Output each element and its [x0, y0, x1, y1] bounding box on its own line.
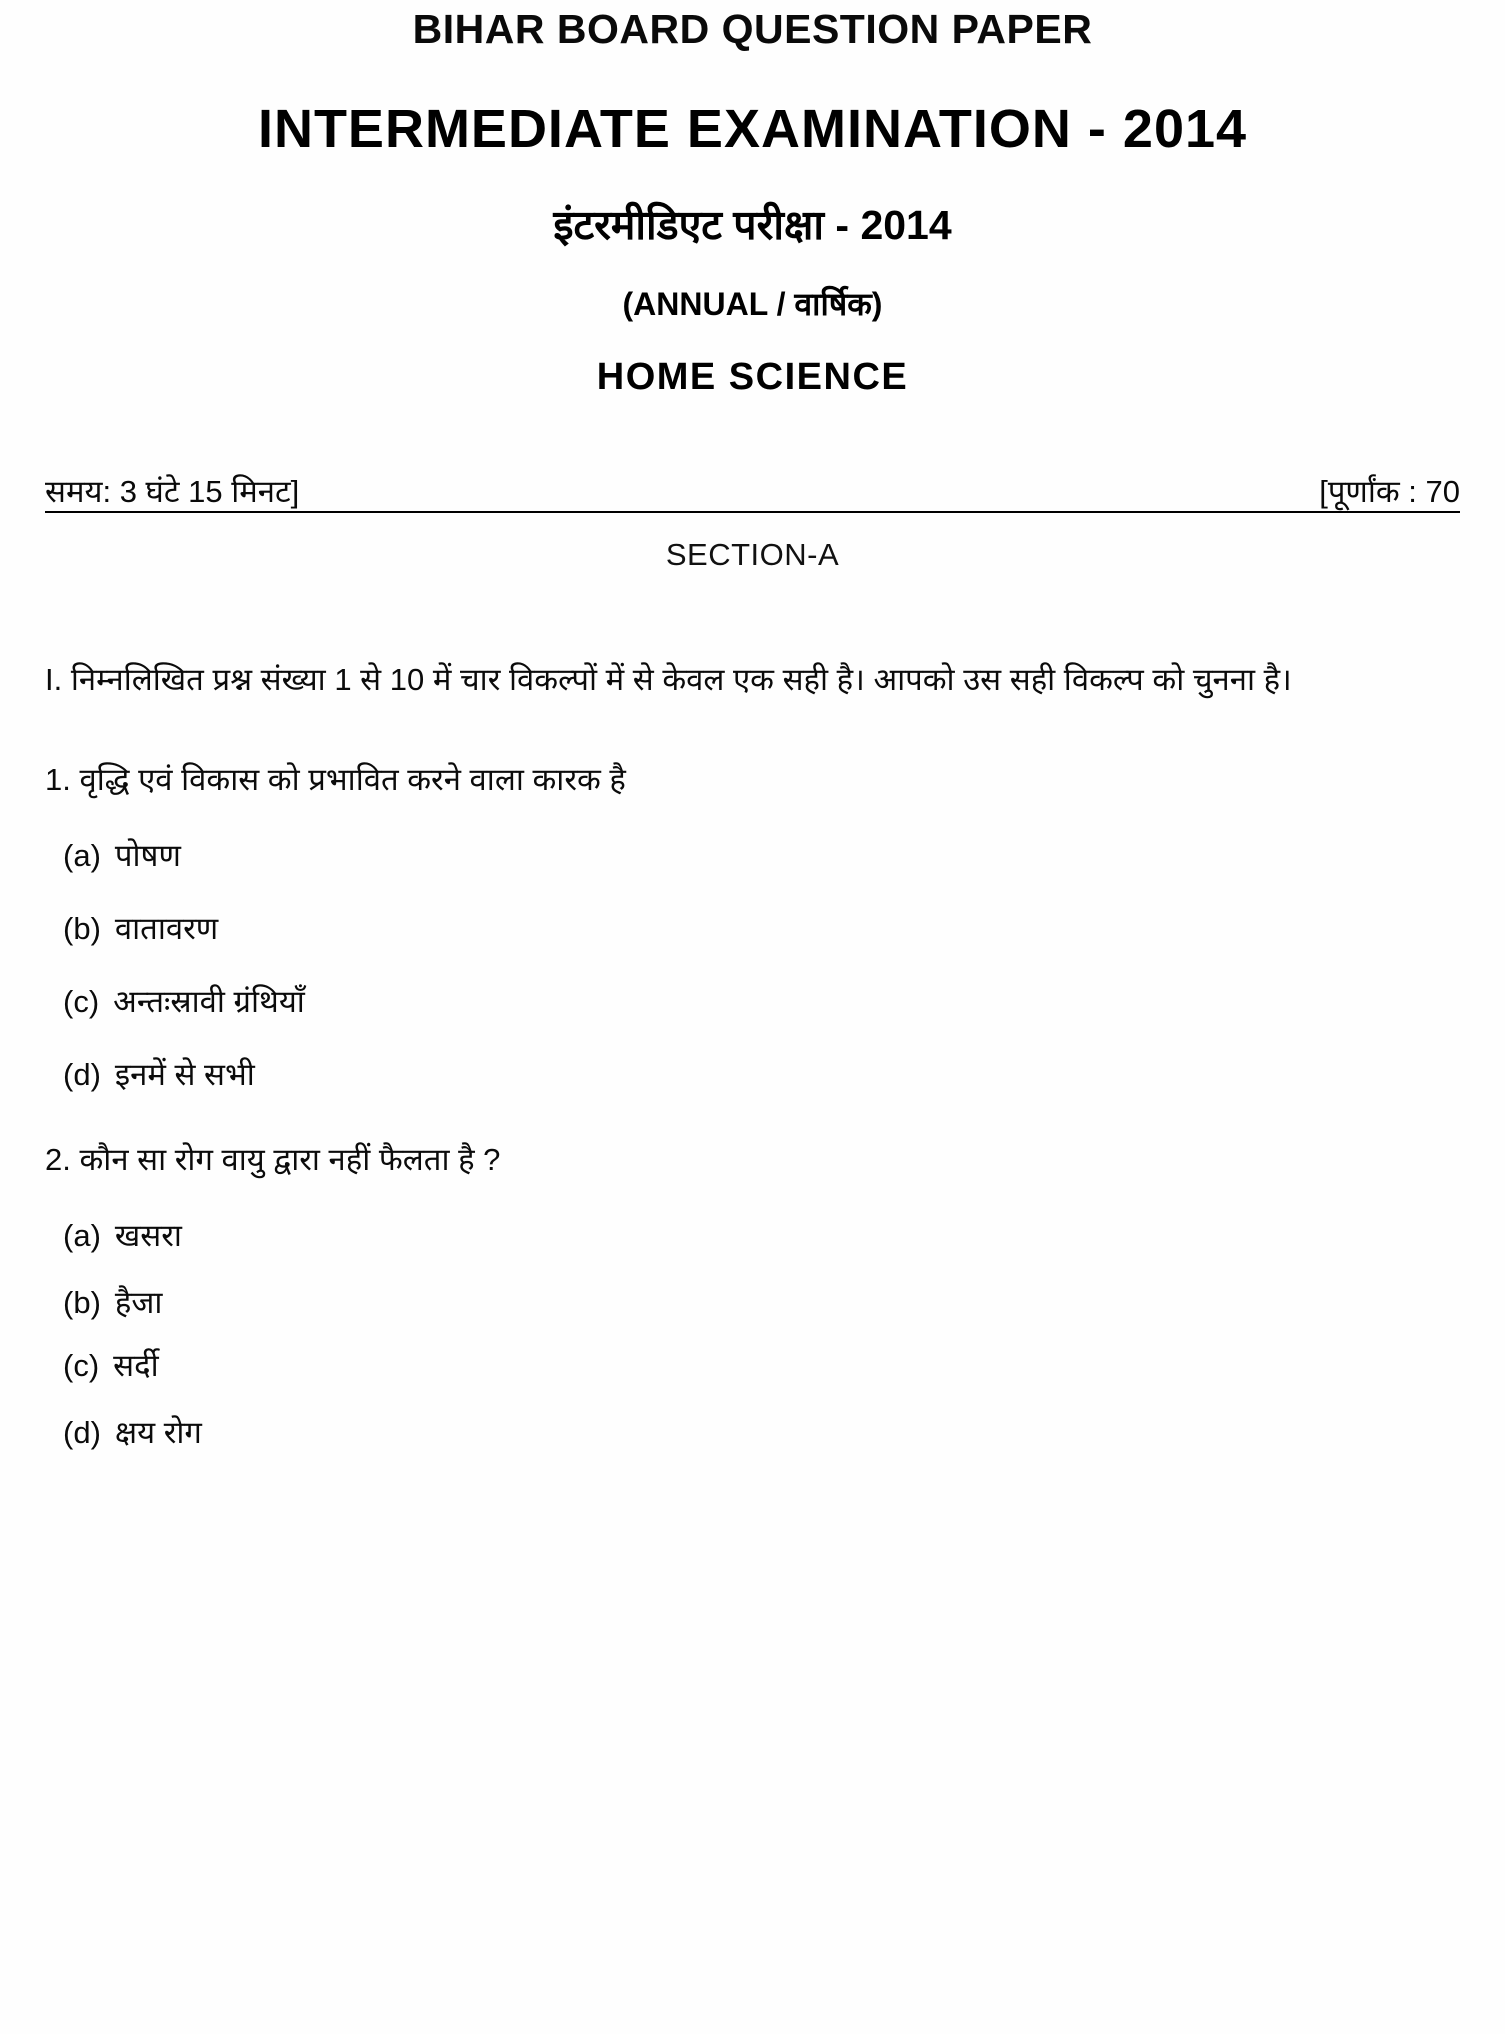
option-label: (d) [63, 1056, 101, 1092]
question-text [45, 757, 1465, 804]
question-block [45, 1137, 1465, 1455]
question-block [45, 757, 1465, 1097]
horizontal-divider [45, 511, 1460, 513]
option-text: खसरा [114, 1217, 182, 1253]
option-a[interactable] [63, 834, 1465, 879]
option-text: क्षय रोग [114, 1414, 202, 1450]
option-text: हैजा [114, 1284, 163, 1320]
instruction-text: I. निम्नलिखित प्रश्न संख्या 1 से 10 में चार विकल्पों में से केवल एक सही है। आपको उस सही विकल्प को चुनना है। [45, 662, 1292, 697]
option-label: (b) [63, 910, 101, 946]
option-text: पोषण [114, 837, 181, 873]
question-number: 1. [45, 762, 71, 798]
option-label: (a) [63, 837, 101, 873]
page-title-board: BIHAR BOARD QUESTION PAPER [412, 6, 1093, 52]
option-c[interactable] [63, 1344, 1465, 1389]
option-label: (b) [63, 1284, 101, 1320]
paper-content [45, 655, 1465, 1496]
option-a[interactable] [63, 1214, 1465, 1259]
page-title-exam-hindi: इंटरमीडिएट परीक्षा - 2014 [553, 202, 952, 248]
option-text: अन्तःस्रावी ग्रंथियाँ [113, 983, 305, 1019]
option-b[interactable] [63, 1281, 1465, 1326]
option-b[interactable] [63, 907, 1465, 952]
option-d[interactable] [63, 1053, 1465, 1098]
subject-title: HOME SCIENCE [596, 356, 909, 398]
question-body: कौन सा रोग वायु द्वारा नहीं फैलता है ? [79, 1142, 501, 1178]
option-label: (c) [63, 983, 100, 1019]
option-label: (a) [63, 1217, 101, 1253]
exam-duration: समय: 3 घंटे 15 मिनट] [45, 474, 300, 509]
exam-type-label: (ANNUAL / वार्षिक) [622, 286, 883, 322]
exam-meta-row [45, 470, 1460, 516]
option-label: (d) [63, 1414, 101, 1450]
option-text: वातावरण [114, 910, 219, 946]
option-c[interactable] [63, 980, 1465, 1025]
option-label: (c) [63, 1347, 100, 1383]
section-heading: SECTION-A [665, 537, 840, 572]
page-title-exam-english: INTERMEDIATE EXAMINATION - 2014 [257, 99, 1248, 159]
option-text: इनमें से सभी [114, 1056, 255, 1092]
exam-full-marks: [पूर्णांक : 70 [1319, 474, 1460, 509]
option-d[interactable] [63, 1411, 1465, 1456]
question-body: वृद्धि एवं विकास को प्रभावित करने वाला कारक है [79, 762, 626, 798]
option-text: सर्दी [113, 1347, 159, 1383]
question-number: 2. [45, 1142, 71, 1178]
question-text [45, 1137, 1465, 1184]
